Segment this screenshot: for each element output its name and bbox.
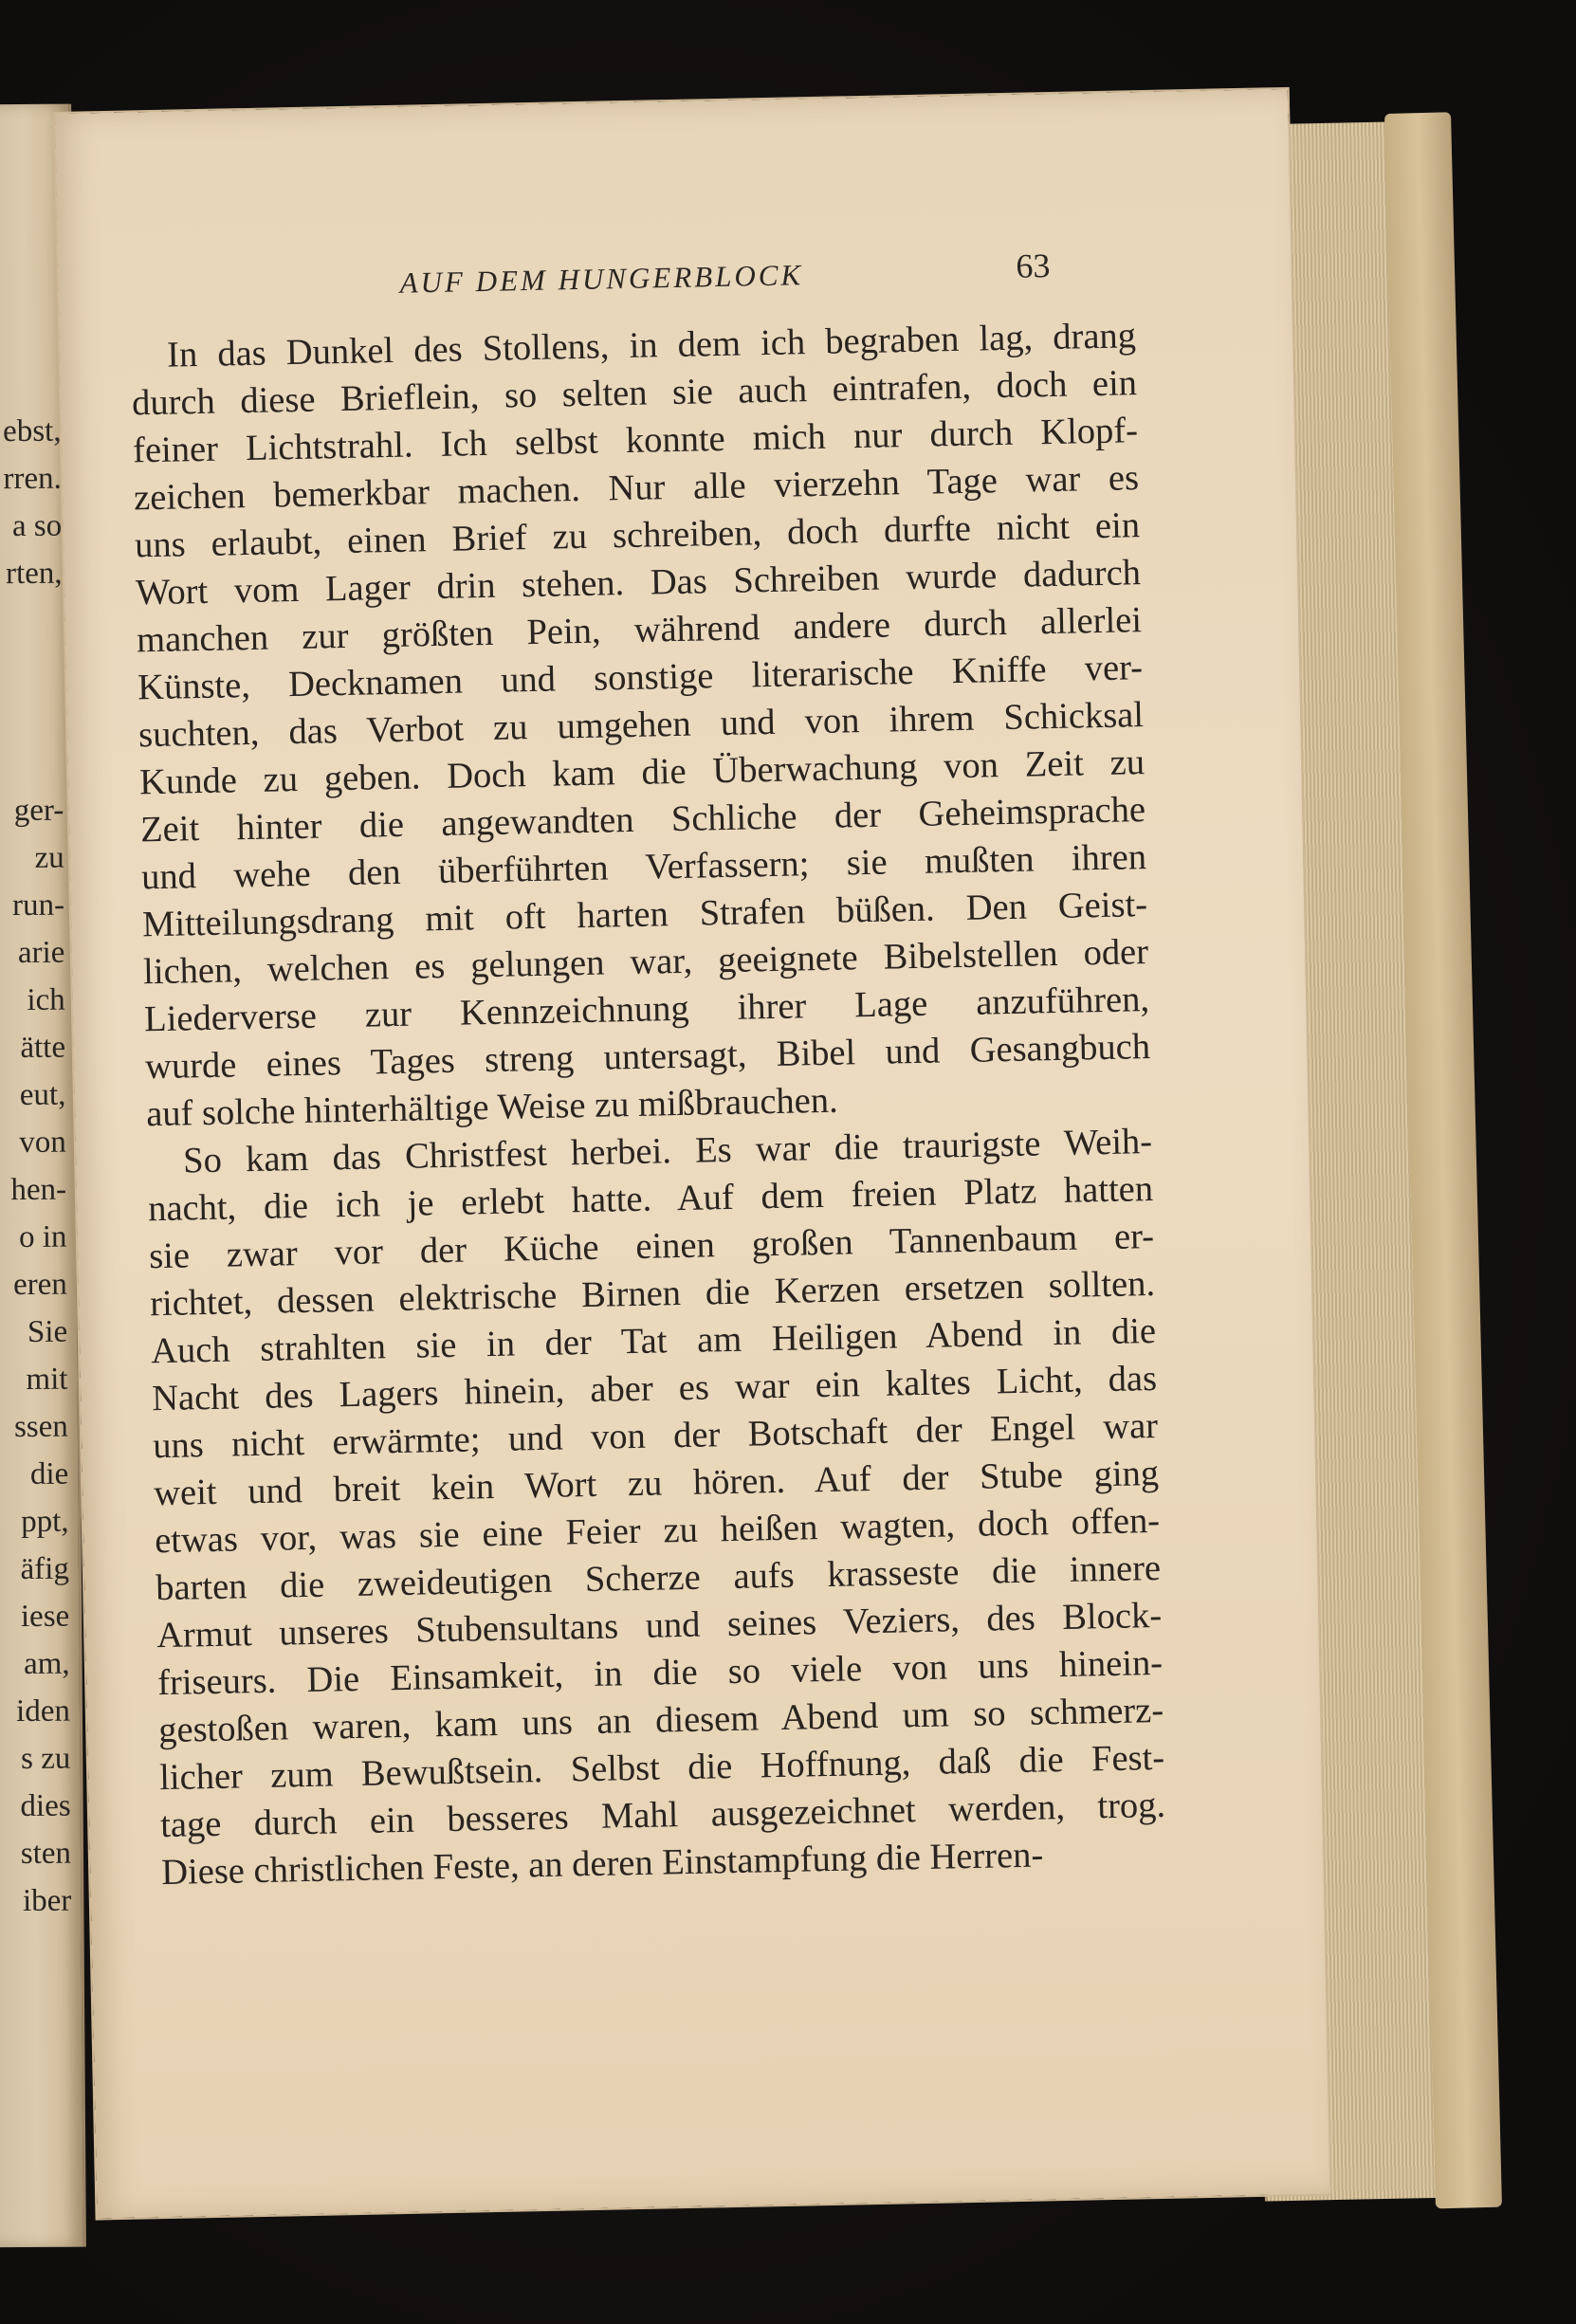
left-page-line: run- (11, 888, 65, 924)
left-page-line: arie (17, 935, 65, 971)
text-line: Liederverse zur Kennzeichnung ihrer Lage anzuführen, (143, 979, 1150, 1040)
text-line: Diese christlichen Feste, an deren Einstampfung die Herren- (160, 1835, 1044, 1894)
text-line: Kunde zu geben. Doch kam die Überwachung von Zeit zu (138, 742, 1145, 803)
text-line: licher zum Bewußtsein. Selbst die Hoffnung, daß die Fest- (158, 1737, 1165, 1799)
left-page-line: s zu (20, 1741, 71, 1777)
left-page-line: von (19, 1125, 66, 1161)
left-page-line: iber (22, 1883, 72, 1919)
text-line: manchen zur größten Pein, während andere durch allerlei (136, 600, 1143, 661)
text-line: sie zwar vor der Küche einen großen Tannenbaum er- (148, 1216, 1155, 1277)
text-line: Zeit hinter die angewandten Schliche der Geheimsprache (139, 790, 1146, 851)
text-line: friseurs. Die Einsamkeit, in die so viele von uns hinein- (156, 1642, 1164, 1704)
text-line: und wehe den überführten Verfassern; sie mußten ihren (140, 837, 1147, 898)
left-page-line: dies (20, 1788, 71, 1824)
paragraph (131, 312, 1152, 1138)
text-line: feiner Lichtstrahl. Ich selbst konnte mich nur durch Klopf- (132, 411, 1139, 471)
left-page-line: sten (20, 1836, 72, 1872)
left-page-line: rren. (3, 461, 62, 497)
left-page-line: eut, (19, 1077, 66, 1113)
left-page-line: eren (12, 1267, 67, 1303)
text-line: wurde eines Tages streng untersagt, Bibel und Gesangbuch (144, 1027, 1151, 1088)
left-page-line: äfig (20, 1551, 70, 1587)
left-page-line: die (29, 1456, 69, 1491)
text-line: tage durch ein besseres Mahl ausgezeichnet werden, trog. (159, 1784, 1166, 1846)
text-line: In das Dunkel des Stollens, in dem ich begraben lag, drang (166, 316, 1137, 375)
left-page-line: ätte (20, 1030, 66, 1065)
left-page-line: ebst, (2, 413, 62, 449)
left-page-line: iese (20, 1599, 70, 1635)
left-page-line (0, 740, 64, 788)
text-line: richtet, dessen elektrische Birnen die Kerzen ersetzen sollten. (149, 1263, 1156, 1325)
text-line: auf solche hinterhältige Weise zu mißbrauchen. (145, 1080, 839, 1135)
left-page-line: ich (27, 982, 65, 1017)
left-page-line: a so (11, 508, 63, 544)
page-number: 63 (1016, 246, 1051, 285)
text-line: Nacht des Lagers hinein, aber es war ein kaltes Licht, das (151, 1358, 1158, 1419)
left-page-line: ssen (13, 1409, 68, 1445)
right-page (55, 89, 1329, 2219)
left-page-line (0, 692, 64, 741)
text-line: Auch strahlten sie in der Tat am Heiligen Abend in die (150, 1310, 1157, 1372)
text-line: uns erlaubt, einen Brief zu schreiben, doch durfte nicht ein (134, 505, 1141, 566)
left-page-line: hen- (10, 1172, 67, 1208)
body-text (131, 312, 1167, 1896)
text-line: etwas vor, was sie eine Feier zu heißen wagten, doch offen- (154, 1500, 1161, 1562)
paragraph (147, 1118, 1167, 1896)
text-line: barten die zweideutigen Scherze aufs krasseste die innere (155, 1547, 1162, 1609)
left-page-line-endings (0, 408, 72, 1926)
left-page-line: ppt, (21, 1504, 69, 1540)
text-line: lichen, welchen es gelungen war, geeignete Bibelstellen oder (142, 932, 1149, 993)
left-page-line: Sie (27, 1314, 68, 1349)
text-line: durch diese Brieflein, so selten sie auch eintrafen, doch ein (131, 363, 1138, 424)
text-line: nacht, die ich je erlebt hatte. Auf dem freien Platz hatten (147, 1168, 1154, 1230)
left-page-line: o in (18, 1219, 67, 1255)
text-line: Mitteilungsdrang mit oft harten Strafen büßen. Den Geist- (141, 885, 1148, 945)
left-page-line: ger- (13, 793, 64, 829)
text-line: Wort vom Lager drin stehen. Das Schreiben wurde dadurch (135, 553, 1142, 613)
running-head: AUF DEM HUNGERBLOCK (399, 258, 804, 300)
text-line: Armut unseres Stubensultans und seines Veziers, des Block- (156, 1595, 1163, 1656)
text-line: Künste, Decknamen und sonstige literarische Kniffe ver- (137, 648, 1144, 708)
left-page-line: rten, (5, 556, 63, 592)
text-line: gestoßen waren, kam uns an diesem Abend um so schmerz- (157, 1690, 1164, 1751)
text-line: zeichen bemerkbar machen. Nur alle vierzehn Tage war es (133, 458, 1140, 519)
left-page-line: am, (23, 1646, 70, 1681)
left-page-line: zu (34, 840, 64, 875)
left-page-line: mit (26, 1362, 68, 1397)
left-page-line (0, 645, 63, 693)
text-line: uns nicht erwärmte; und von der Botschaft der Engel war (152, 1405, 1159, 1467)
text-line: So kam das Christfest herbei. Es war die traurigste Weih- (182, 1122, 1153, 1181)
left-page-line: iden (15, 1693, 71, 1729)
left-page-line (0, 597, 63, 646)
text-line: weit und breit kein Wort zu hören. Auf der Stube ging (153, 1453, 1160, 1514)
text-line: suchten, das Verbot zu umgehen und von ihrem Schicksal (137, 695, 1145, 756)
